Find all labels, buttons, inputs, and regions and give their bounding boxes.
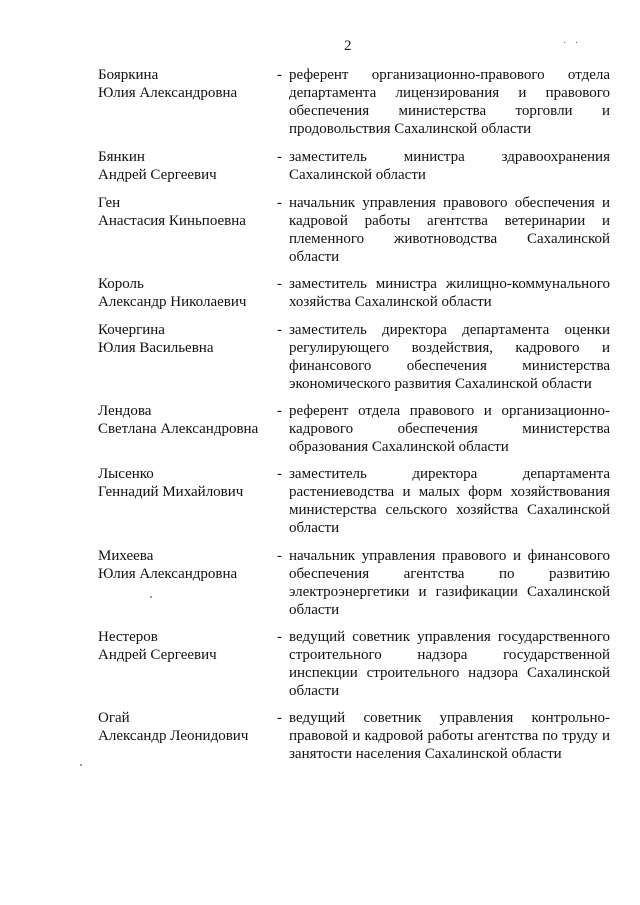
- person-name: [98, 402, 268, 438]
- dash-separator: -: [277, 149, 282, 165]
- position-description: ведущий советник управления государственного строительного надзора государственной инспекции строительного надзора Сахалинской области: [289, 629, 610, 699]
- person-name: [98, 66, 268, 102]
- given-name: Андрей Сергеевич: [98, 167, 217, 183]
- scan-marks: · ·: [563, 38, 582, 49]
- dash-separator: -: [277, 710, 282, 726]
- person-name: [98, 275, 268, 311]
- given-name: Александр Леонидович: [98, 728, 249, 744]
- given-name: Юлия Александровна: [98, 85, 238, 101]
- person-name: [98, 465, 268, 501]
- person-name: [98, 628, 268, 664]
- position-description: заместитель министра жилищно-коммунального хозяйства Сахалинской области: [289, 276, 610, 310]
- position-description: начальник управления правового обеспечения и кадровой работы агентства ветеринарии и племенного животноводства Сахалинской области: [289, 195, 610, 265]
- person-name: [98, 194, 268, 230]
- position-description: референт отдела правового и организационно-кадрового обеспечения министерства образования Сахалинской области: [289, 403, 610, 455]
- scan-speck: [80, 764, 82, 766]
- scan-speck: [150, 596, 152, 598]
- person-name: [98, 321, 268, 357]
- given-name: Юлия Александровна: [98, 566, 238, 582]
- surname: Бянкин: [98, 149, 145, 165]
- surname: Кочергина: [98, 322, 165, 338]
- surname: Король: [98, 276, 144, 292]
- dash-separator: -: [277, 629, 282, 645]
- surname: Лысенко: [98, 466, 154, 482]
- surname: Огай: [98, 710, 130, 726]
- surname: Ген: [98, 195, 121, 211]
- position-description: заместитель директора департамента оценки регулирующего воздействия, кадрового и финансового обеспечения министерства экономического развития Сахалинской области: [289, 322, 610, 392]
- dash-separator: -: [277, 403, 282, 419]
- person-name: [98, 709, 268, 745]
- person-name: [98, 148, 268, 184]
- position-description: заместитель министра здравоохранения Сахалинской области: [289, 149, 610, 183]
- person-name: [98, 547, 268, 583]
- position-description: заместитель директора департамента растениеводства и малых форм хозяйствования министерства сельского хозяйства Сахалинской области: [289, 466, 610, 536]
- dash-separator: -: [277, 466, 282, 482]
- given-name: Анастасия Киньпоевна: [98, 213, 246, 229]
- given-name: Геннадий Михайлович: [98, 484, 244, 500]
- given-name: Андрей Сергеевич: [98, 647, 217, 663]
- position-description: начальник управления правового и финансового обеспечения агентства по развитию электроэнергетики и газификации Сахалинской области: [289, 548, 610, 618]
- dash-separator: -: [277, 67, 282, 83]
- given-name: Юлия Васильевна: [98, 340, 214, 356]
- surname: Лендова: [98, 403, 152, 419]
- surname: Бояркина: [98, 67, 159, 83]
- dash-separator: -: [277, 322, 282, 338]
- page-number: 2: [344, 38, 352, 54]
- surname: Михеева: [98, 548, 154, 564]
- position-description: ведущий советник управления контрольно-правовой и кадровой работы агентства по труду и занятости населения Сахалинской области: [289, 710, 610, 762]
- position-description: референт организационно-правового отдела департамента лицензирования и правового обеспечения министерства торговли и продовольствия Сахалинской области: [289, 67, 610, 137]
- dash-separator: -: [277, 276, 282, 292]
- dash-separator: -: [277, 548, 282, 564]
- given-name: Светлана Александровна: [98, 421, 259, 437]
- given-name: Александр Николаевич: [98, 294, 247, 310]
- dash-separator: -: [277, 195, 282, 211]
- surname: Нестеров: [98, 629, 158, 645]
